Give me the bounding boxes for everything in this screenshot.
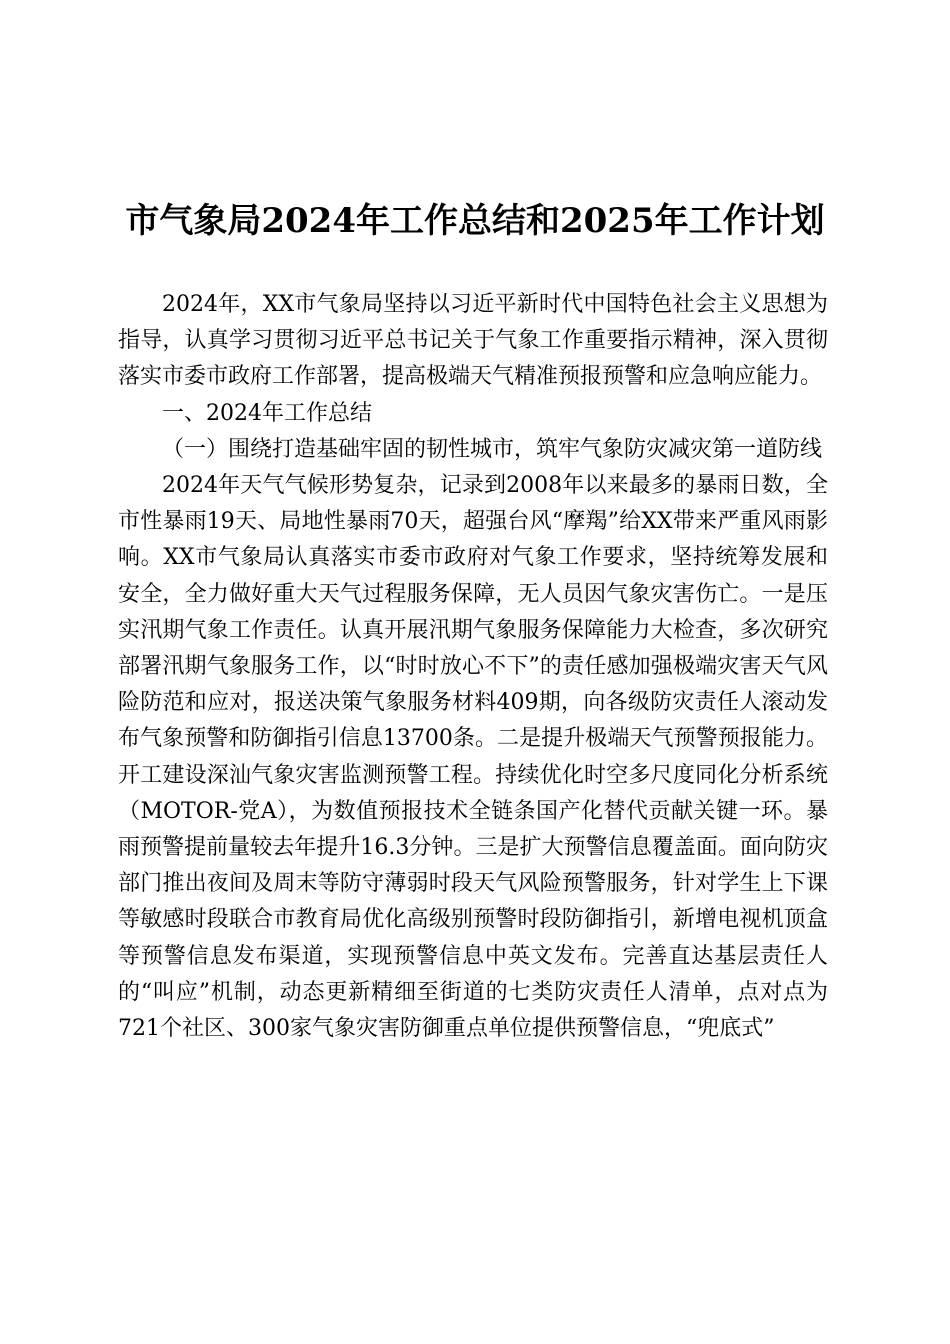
body-paragraph: 2024年天气气候形势复杂，记录到2008年以来最多的暴雨日数，全市性暴雨19天、局地性暴雨70天，超强台风“摩羯”给XX带来严重风雨影响。XX市气象局认真落实市委市政府对气象工作要求，坚持统筹发展和安全，全力做好重大天气过程服务保障，无人员因气象灾害伤亡。一是压实汛期气象工作责任。认真开展汛期气象服务保障能力大检查，多次研究部署汛期气象服务工作，以“时时放心不下”的责任感加强极端灾害天气风险防范和应对，报送决策气象服务材料409期，向各级防灾责任人滚动发布气象预警和防御指引信息13700条。二是提升极端天气预警预报能力。开工建设深汕气象灾害监测预警工程。持续优化时空多尺度同化分析系统（MOTOR-党A），为数值预报技术全链条国产化替代贡献关键一环。暴雨预警提前量较去年提升16.3分钟。三是扩大预警信息覆盖面。面向防灾部门推出夜间及周末等防守薄弱时段天气风险预警服务，针对学生上下课等敏感时段联合市教育局优化高级别预警时段防御指引，新增电视机顶盒等预警信息发布渠道，实现预警信息中英文发布。完善直达基层责任人的“叫应”机制，动态更新精细至街道的七类防灾责任人清单，点对点为721个社区、300家气象灾害防御重点单位提供预警信息，“兜底式”: [118, 473, 828, 1042]
section-heading: 一、2024年工作总结: [162, 400, 372, 426]
intro-paragraph: 2024年，XX市气象局坚持以习近平新时代中国特色社会主义思想为指导，认真学习贯彻习近平总书记关于气象工作重要指示精神，深入贯彻落实市委市政府工作部署，提高极端天气精准预报预警和应急响应能力。: [118, 292, 828, 390]
document-title: 市气象局2024年工作总结和2025年工作计划: [125, 201, 825, 241]
subsection-heading: （一）围绕打造基础牢固的韧性城市，筑牢气象防灾减灾第一道防线: [162, 436, 823, 462]
document-body: [118, 287, 828, 1047]
